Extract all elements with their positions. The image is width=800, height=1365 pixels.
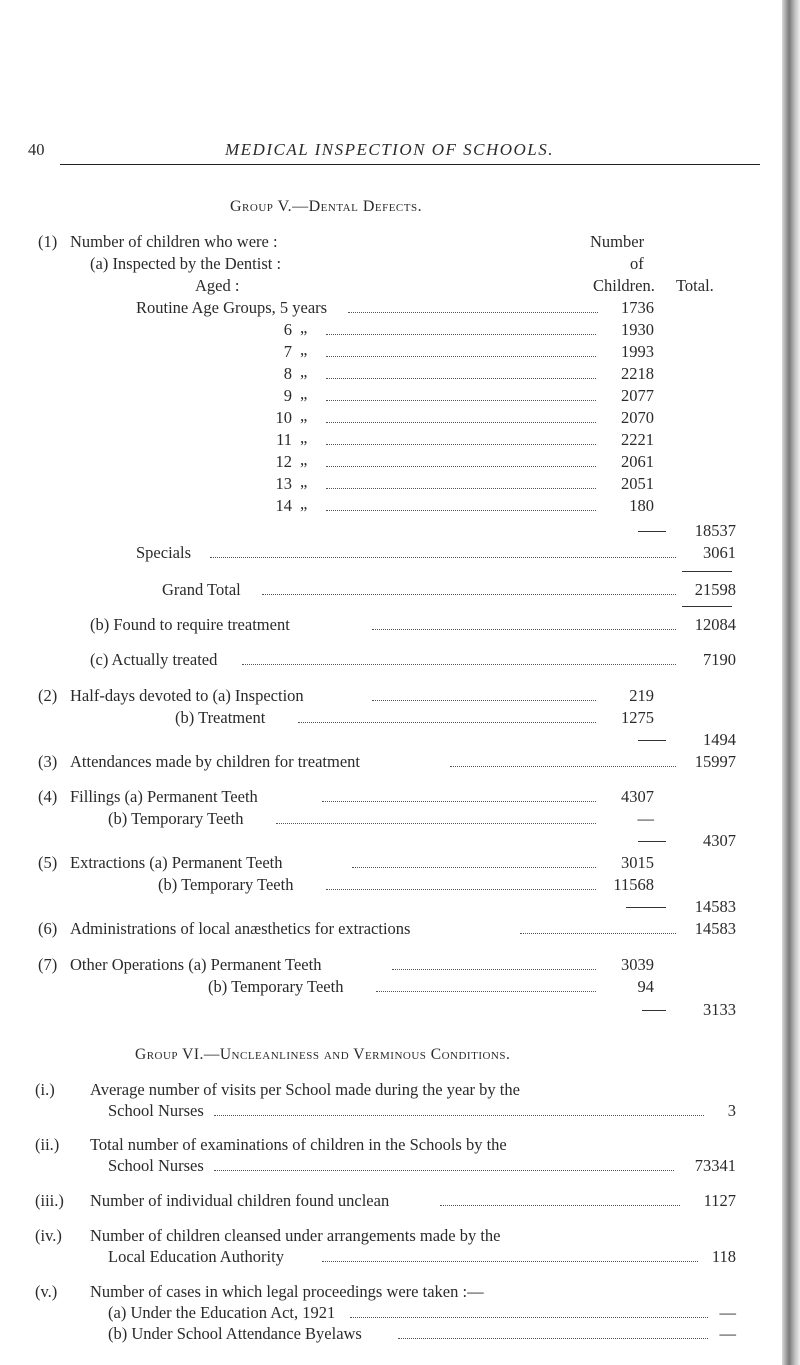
g6-item-value: 3 bbox=[727, 1101, 736, 1120]
item4-value-a: 4307 bbox=[621, 787, 654, 806]
group5-title: Group V.—Dental Defects. bbox=[230, 198, 423, 215]
item7-value-b: 94 bbox=[637, 977, 654, 996]
leader-dots bbox=[276, 823, 596, 824]
g6-item-num: (v.) bbox=[35, 1282, 58, 1301]
age-label: 13 bbox=[275, 474, 292, 493]
leader-dots bbox=[326, 378, 596, 379]
item4-label-a: Fillings (a) Permanent Teeth bbox=[70, 787, 258, 806]
age-label: 12 bbox=[275, 452, 292, 471]
routine-total: 18537 bbox=[694, 521, 736, 540]
group6-title: Group VI.—Uncleanliness and Verminous Conditions. bbox=[135, 1046, 511, 1063]
item6-label: Administrations of local anæsthetics for extractions bbox=[70, 919, 411, 938]
col-head-number: Number bbox=[590, 232, 645, 251]
g6-item-value: 118 bbox=[711, 1247, 736, 1266]
age-value: 2070 bbox=[621, 408, 654, 427]
g6-item-sub-a: (a) Under the Education Act, 1921 bbox=[108, 1303, 336, 1322]
item7-label-a: Other Operations (a) Permanent Teeth bbox=[70, 955, 322, 974]
item6-num: (6) bbox=[38, 919, 58, 938]
item5-total: 14583 bbox=[694, 897, 736, 916]
item7-total: 3133 bbox=[703, 1000, 736, 1019]
g6-item-sub-a-value: — bbox=[719, 1303, 736, 1322]
item4-num: (4) bbox=[38, 787, 58, 806]
ditto-mark: „ bbox=[300, 428, 308, 447]
item2-label-a: Half-days devoted to (a) Inspection bbox=[70, 686, 304, 705]
age-label: 14 bbox=[275, 496, 292, 515]
leader-dots bbox=[214, 1170, 674, 1171]
age-label: 8 bbox=[283, 364, 292, 383]
page-title: MEDICAL INSPECTION OF SCHOOLS. bbox=[225, 140, 554, 159]
g6-item-sub-b-value: — bbox=[719, 1324, 736, 1343]
ditto-mark: „ bbox=[300, 494, 308, 513]
sum-rule bbox=[682, 606, 732, 607]
g6-item-num: (iii.) bbox=[35, 1191, 64, 1210]
leader-dots bbox=[326, 466, 596, 467]
specials-value: 3061 bbox=[703, 543, 736, 562]
item2-label-b: (b) Treatment bbox=[175, 708, 266, 727]
item5-value-b: 11568 bbox=[613, 875, 654, 894]
ditto-mark: „ bbox=[300, 362, 308, 381]
age-value: 2218 bbox=[621, 364, 654, 383]
sum-rule bbox=[682, 571, 732, 572]
ditto-mark: „ bbox=[300, 472, 308, 491]
leader-dots bbox=[352, 867, 596, 868]
leader-dots bbox=[326, 334, 596, 335]
item2-num: (2) bbox=[38, 686, 58, 705]
age-label: 10 bbox=[275, 408, 292, 427]
item7-value-a: 3039 bbox=[621, 955, 654, 974]
col-head-of: of bbox=[630, 254, 644, 273]
ditto-mark: „ bbox=[300, 384, 308, 403]
g6-item-line1: Number of children cleansed under arrangements made by the bbox=[90, 1226, 501, 1245]
routine-label: Routine Age Groups, 5 years bbox=[136, 298, 328, 317]
leader-dots bbox=[450, 766, 676, 767]
g6-item-line1: Average number of visits per School made during the year by the bbox=[90, 1080, 520, 1099]
age-value: 1930 bbox=[621, 320, 654, 339]
leader-dots bbox=[326, 889, 596, 890]
leader-dots bbox=[326, 400, 596, 401]
leader-dots bbox=[326, 356, 596, 357]
g6-item-line1: Total number of examinations of children in the Schools by the bbox=[90, 1135, 507, 1154]
item1-aged: Aged : bbox=[195, 276, 240, 295]
col-head-total: Total. bbox=[676, 276, 714, 295]
page-number: 40 bbox=[28, 140, 45, 159]
g6-item-line1: Number of individual children found unclean bbox=[90, 1191, 390, 1210]
ditto-mark: „ bbox=[300, 406, 308, 425]
leader-dots bbox=[298, 722, 596, 723]
item2-value-a: 219 bbox=[629, 686, 654, 705]
total-dash bbox=[642, 1010, 666, 1011]
item4-value-b: — bbox=[637, 809, 654, 828]
leader-dots bbox=[372, 700, 596, 701]
item7-label-b: (b) Temporary Teeth bbox=[208, 977, 344, 996]
item7-num: (7) bbox=[38, 955, 58, 974]
leader-dots bbox=[322, 801, 596, 802]
actually-treated-label: (c) Actually treated bbox=[90, 650, 218, 669]
item3-label: Attendances made by children for treatment bbox=[70, 752, 361, 771]
leader-dots bbox=[326, 488, 596, 489]
leader-dots bbox=[214, 1115, 704, 1116]
g6-item-num: (i.) bbox=[35, 1080, 55, 1099]
item5-label-a: Extractions (a) Permanent Teeth bbox=[70, 853, 283, 872]
age-label: 6 bbox=[283, 320, 292, 339]
age-value: 180 bbox=[629, 496, 654, 515]
ditto-mark: „ bbox=[300, 340, 308, 359]
item2-value-b: 1275 bbox=[621, 708, 654, 727]
grand-total-label: Grand Total bbox=[162, 580, 241, 599]
item1-num: (1) bbox=[38, 232, 58, 251]
item4-total: 4307 bbox=[703, 831, 736, 850]
g6-item-num: (ii.) bbox=[35, 1135, 60, 1154]
page-edge bbox=[782, 0, 800, 1365]
g6-item-line2: School Nurses bbox=[108, 1156, 204, 1175]
age-5-value: 1736 bbox=[621, 298, 654, 317]
leader-dots bbox=[392, 969, 596, 970]
g6-item-sub-b: (b) Under School Attendance Byelaws bbox=[108, 1324, 362, 1343]
leader-dots bbox=[398, 1338, 708, 1339]
age-value: 2221 bbox=[621, 430, 654, 449]
leader-dots bbox=[322, 1261, 698, 1262]
leader-dots bbox=[326, 510, 596, 511]
leader-dots bbox=[376, 991, 596, 992]
col-head-children: Children. bbox=[593, 276, 655, 295]
total-dash bbox=[626, 907, 666, 908]
found-treatment-label: (b) Found to require treatment bbox=[90, 615, 290, 634]
leader-dots bbox=[372, 629, 676, 630]
specials-label: Specials bbox=[136, 543, 191, 562]
g6-item-line1: Number of cases in which legal proceedings were taken :— bbox=[90, 1282, 484, 1301]
ditto-mark: „ bbox=[300, 450, 308, 469]
item5-num: (5) bbox=[38, 853, 58, 872]
grand-total-value: 21598 bbox=[694, 580, 736, 599]
leader-dots bbox=[242, 664, 676, 665]
item2-total: 1494 bbox=[703, 730, 736, 749]
item1-text: Number of children who were : bbox=[70, 232, 278, 251]
g6-item-value: 1127 bbox=[703, 1191, 736, 1210]
total-dash bbox=[638, 841, 666, 842]
total-dash bbox=[638, 531, 666, 532]
leader-dots bbox=[210, 557, 676, 558]
age-label: 9 bbox=[283, 386, 292, 405]
header-rule bbox=[60, 164, 760, 165]
age-value: 1993 bbox=[621, 342, 654, 361]
age-value: 2077 bbox=[621, 386, 654, 405]
age-label: 7 bbox=[283, 342, 292, 361]
leader-dots bbox=[348, 312, 598, 313]
leader-dots bbox=[326, 444, 596, 445]
leader-dots bbox=[520, 933, 676, 934]
age-value: 2061 bbox=[621, 452, 654, 471]
ditto-mark: „ bbox=[300, 318, 308, 337]
item3-num: (3) bbox=[38, 752, 58, 771]
total-dash bbox=[638, 740, 666, 741]
g6-item-num: (iv.) bbox=[35, 1226, 62, 1245]
item3-value: 15997 bbox=[694, 752, 736, 771]
item1-sub-a: (a) Inspected by the Dentist : bbox=[90, 254, 282, 273]
item5-label-b: (b) Temporary Teeth bbox=[158, 875, 294, 894]
item4-label-b: (b) Temporary Teeth bbox=[108, 809, 244, 828]
leader-dots bbox=[326, 422, 596, 423]
g6-item-value: 73341 bbox=[694, 1156, 736, 1175]
g6-item-line2: Local Education Authority bbox=[108, 1247, 284, 1266]
leader-dots bbox=[262, 594, 676, 595]
age-value: 2051 bbox=[621, 474, 654, 493]
leader-dots bbox=[440, 1205, 680, 1206]
actually-treated-value: 7190 bbox=[703, 650, 736, 669]
item6-value: 14583 bbox=[694, 919, 736, 938]
leader-dots bbox=[350, 1317, 708, 1318]
item5-value-a: 3015 bbox=[621, 853, 654, 872]
age-label: 11 bbox=[276, 430, 292, 449]
found-treatment-value: 12084 bbox=[694, 615, 736, 634]
g6-item-line2: School Nurses bbox=[108, 1101, 204, 1120]
